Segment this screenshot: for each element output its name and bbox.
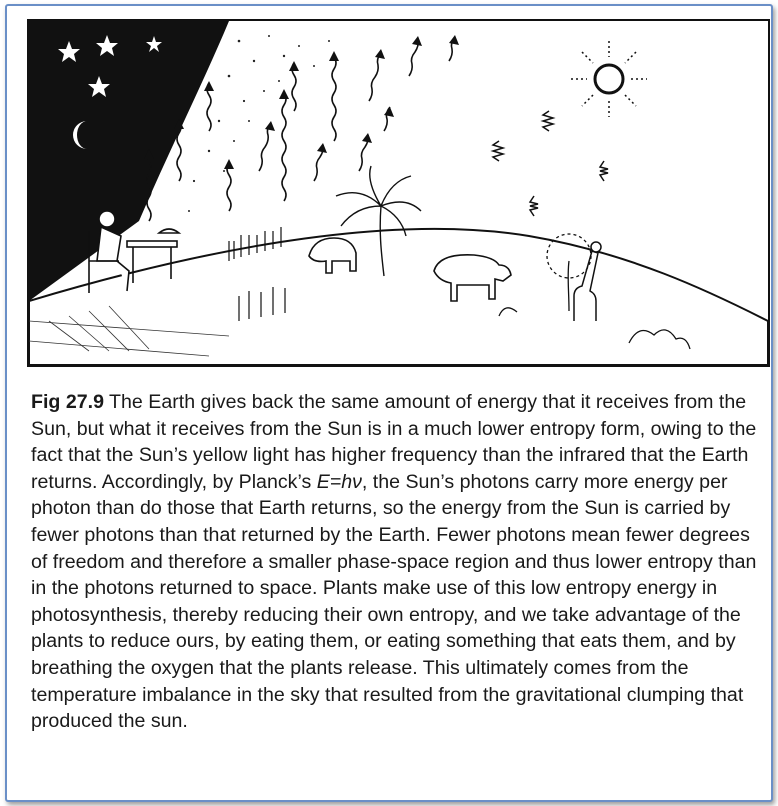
sun-icon: [571, 41, 647, 117]
caption-text-part2: , the Sun’s photons carry more energy per photon than do those that Earth returns, so the energy from the Sun is carried by fewer photons than that returned by the Earth. Fewer photons mean fewer degrees of freedom and therefore a smaller phase-space region and thus lower entropy than in the photons returned to space. Plants make use of this low entropy energy in photosynthesis, thereby reducing their own entropy, and we take advantage of the plants to reduce ours, by eating them, or eating something that eats them, and by breathing the oxygen that the plants release. This ultimately comes from the temperature imbalance in the sky that resulted from the gravitational clumping that produced the sun.: [31, 470, 757, 733]
figure-label: Fig 27.9: [31, 391, 104, 413]
photon-arrow-icon: [493, 111, 608, 216]
caption-text-part1: The Earth gives back the same amount of energy that it receives from the Sun, but what it receives from the Sun is in a much lower entropy form, owing to the fact that the Sun’s yellow light has higher frequency than the infrared that the Earth returns. Accordingly, by Planck’s: [31, 391, 757, 493]
caption-formula: E=hν: [316, 470, 362, 493]
hill: [29, 229, 768, 365]
figure-frame: [5, 4, 773, 802]
figure-caption: [31, 389, 767, 735]
figure-illustration: [27, 19, 770, 367]
